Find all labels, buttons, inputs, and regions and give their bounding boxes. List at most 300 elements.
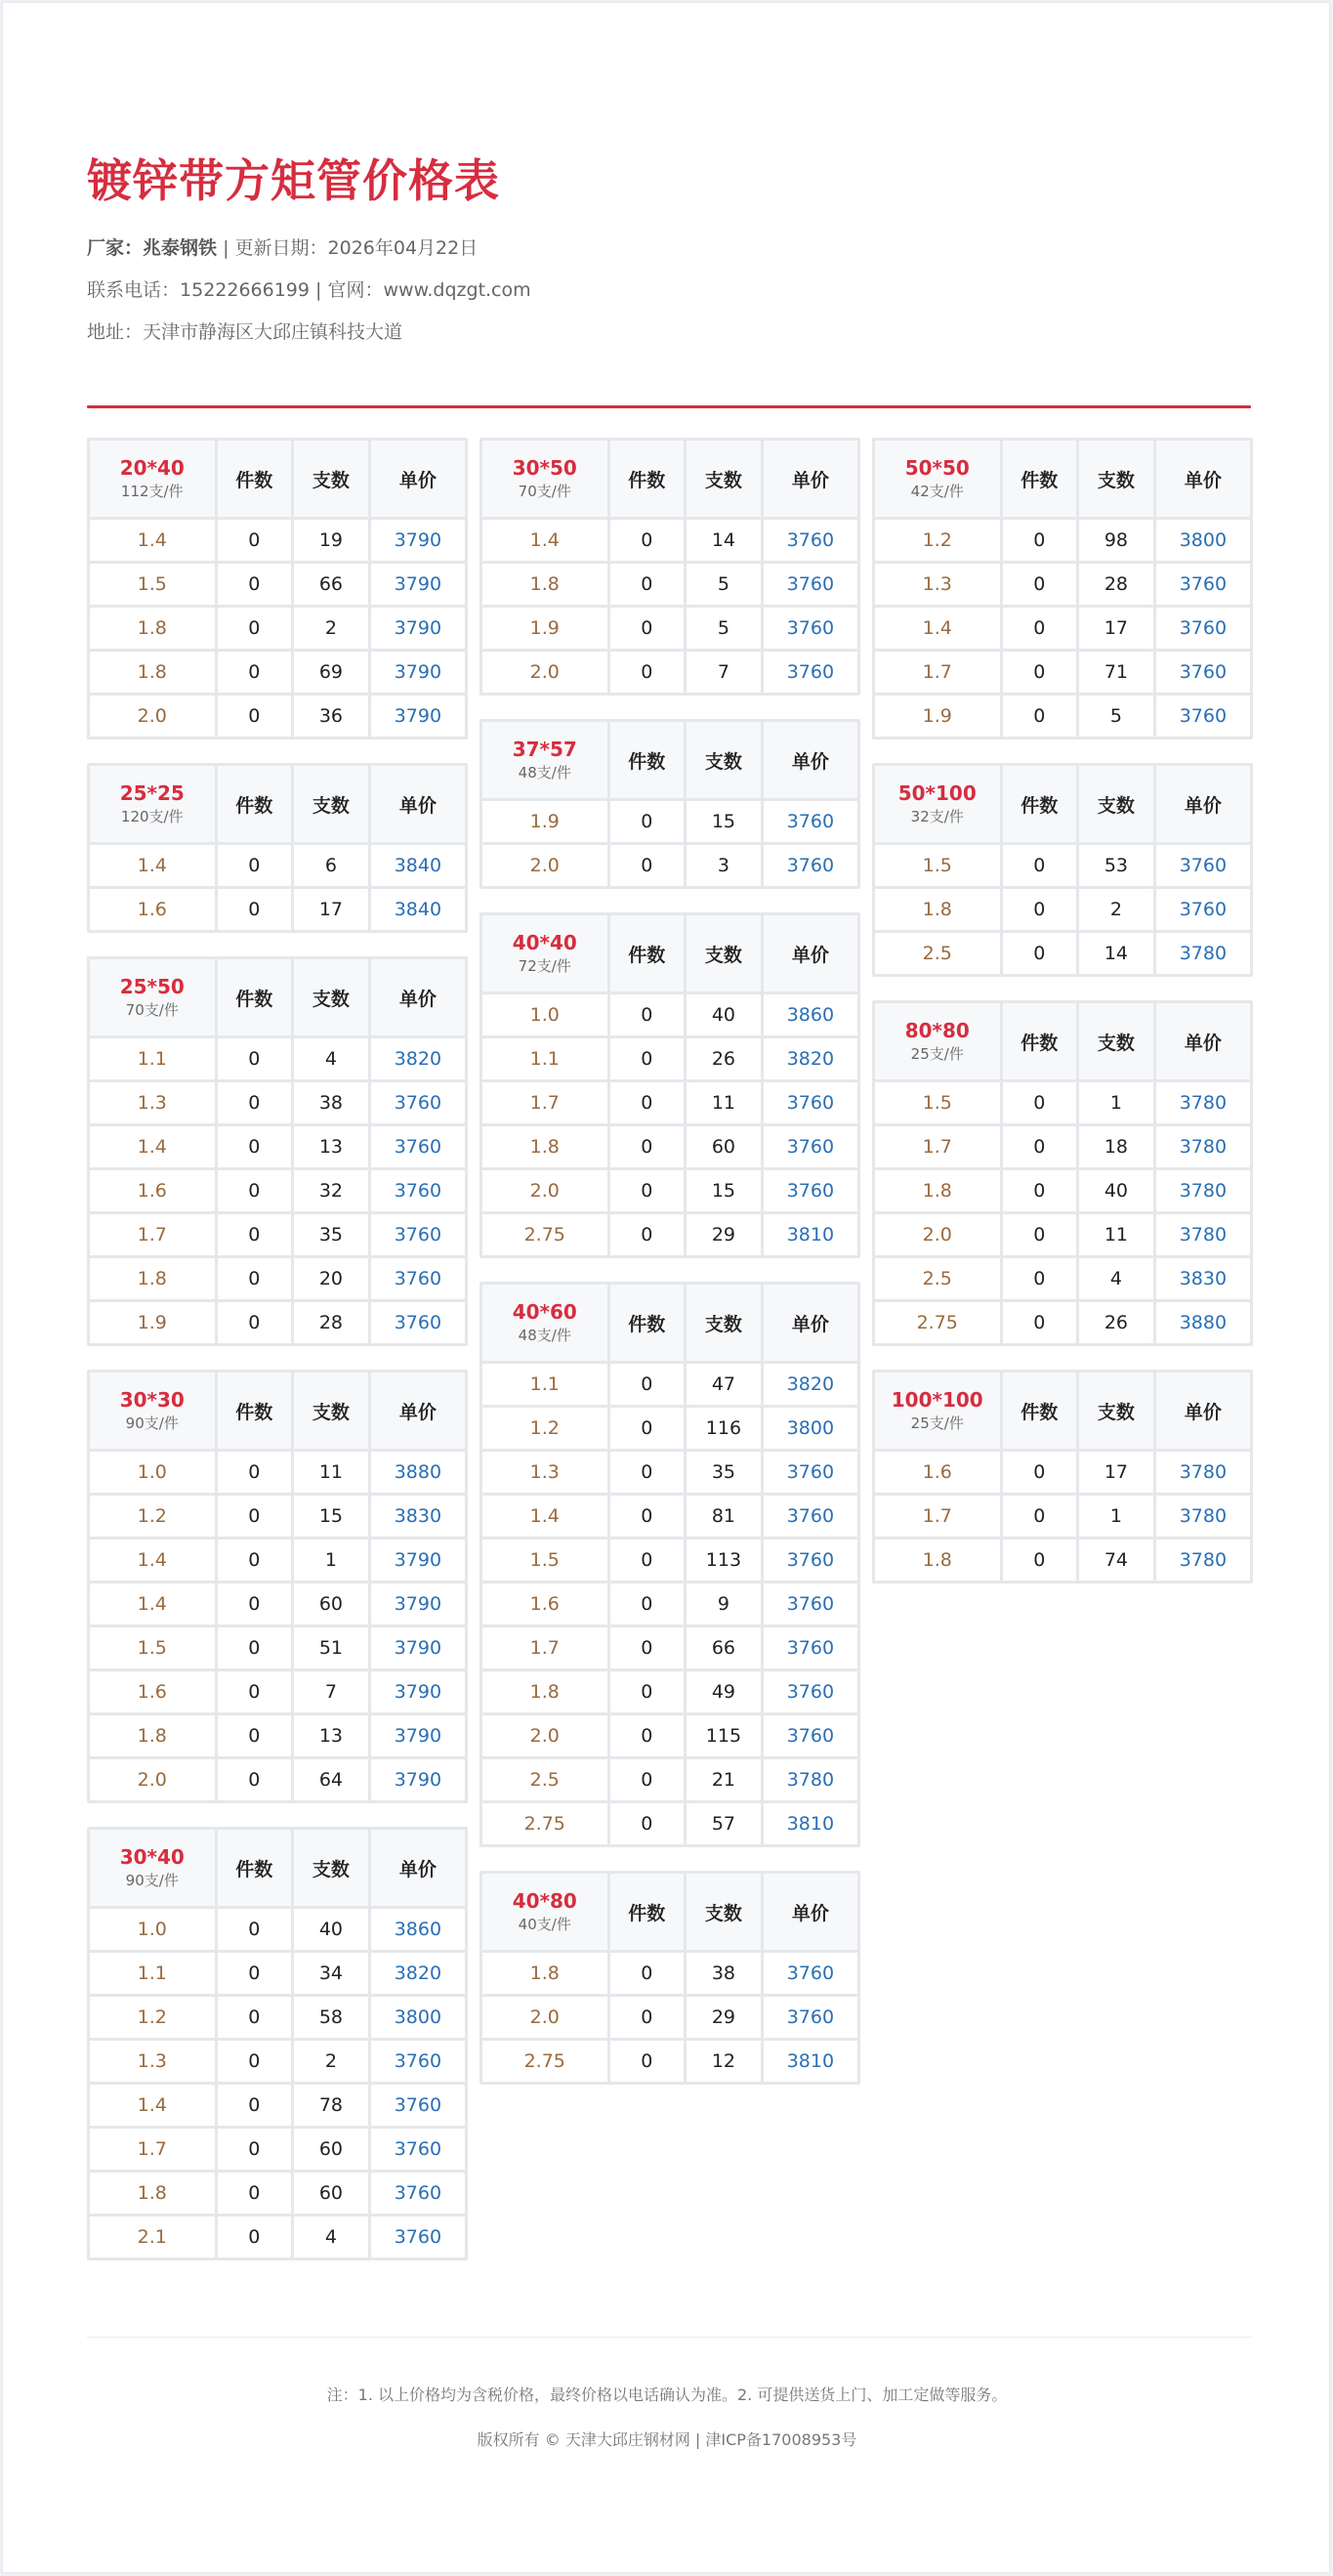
spec-pack-count: 70支/件 bbox=[125, 1001, 179, 1019]
thickness-cell: 1.6 bbox=[90, 889, 215, 930]
manufacturer-line bbox=[87, 237, 1251, 259]
pieces-cell: 0 bbox=[218, 1627, 292, 1668]
thickness-cell: 1.1 bbox=[90, 1038, 215, 1079]
thickness-cell: 1.1 bbox=[482, 1364, 607, 1405]
thickness-cell: 1.3 bbox=[90, 1082, 215, 1123]
manufacturer-label: 厂家： bbox=[87, 237, 144, 259]
thickness-cell: 2.5 bbox=[875, 933, 1000, 974]
phone-number[interactable]: 15222666199 bbox=[180, 279, 310, 301]
table-row bbox=[482, 1671, 857, 1712]
price-cell: 3800 bbox=[1156, 520, 1250, 561]
header-pieces: 件数 bbox=[218, 441, 292, 517]
price-cell: 3760 bbox=[371, 1302, 465, 1343]
price-cell: 3760 bbox=[764, 608, 857, 649]
pieces-cell: 0 bbox=[1003, 520, 1077, 561]
price-cell: 3760 bbox=[1156, 845, 1250, 886]
count-cell: 36 bbox=[294, 696, 368, 737]
thickness-cell: 1.5 bbox=[875, 1082, 1000, 1123]
table-row bbox=[875, 1126, 1250, 1167]
pieces-cell: 0 bbox=[610, 1364, 685, 1405]
pieces-cell: 0 bbox=[610, 1408, 685, 1449]
pieces-cell: 0 bbox=[218, 2085, 292, 2126]
price-cell: 3760 bbox=[371, 1214, 465, 1255]
table-header-row bbox=[90, 441, 465, 517]
price-cell: 3760 bbox=[1156, 608, 1250, 649]
spec-header-cell bbox=[482, 722, 607, 798]
count-cell: 71 bbox=[1079, 652, 1153, 693]
pieces-cell: 0 bbox=[218, 1997, 292, 2038]
header-price: 单价 bbox=[371, 766, 465, 842]
price-cell: 3820 bbox=[371, 1953, 465, 1994]
pieces-cell: 0 bbox=[1003, 1302, 1077, 1343]
count-cell: 40 bbox=[294, 1909, 368, 1950]
price-cell: 3760 bbox=[1156, 564, 1250, 605]
count-cell: 9 bbox=[687, 1584, 761, 1625]
header-pieces: 件数 bbox=[610, 915, 685, 992]
count-cell: 116 bbox=[687, 1408, 761, 1449]
thickness-cell: 2.0 bbox=[482, 1715, 607, 1756]
spec-header-cell bbox=[90, 441, 215, 517]
spec-size: 37*57 bbox=[512, 738, 577, 761]
table-row bbox=[90, 652, 465, 693]
count-cell: 17 bbox=[294, 889, 368, 930]
pieces-cell: 0 bbox=[610, 1038, 685, 1079]
header-price: 单价 bbox=[764, 1874, 857, 1950]
spec-price-table-100x100 bbox=[872, 1370, 1253, 1584]
header-pieces: 件数 bbox=[218, 766, 292, 842]
thickness-cell: 2.75 bbox=[875, 1302, 1000, 1343]
price-cell: 3760 bbox=[764, 1953, 857, 1994]
header-count: 支数 bbox=[687, 722, 761, 798]
count-cell: 35 bbox=[294, 1214, 368, 1255]
table-header-row bbox=[90, 1830, 465, 1906]
count-cell: 2 bbox=[294, 2041, 368, 2082]
price-cell: 3760 bbox=[764, 520, 857, 561]
header-count: 支数 bbox=[294, 766, 368, 842]
spec-pack-count: 32支/件 bbox=[910, 808, 964, 825]
table-row bbox=[90, 1584, 465, 1625]
price-cell: 3780 bbox=[764, 1759, 857, 1800]
spec-price-table-30x50 bbox=[479, 438, 860, 696]
price-cell: 3810 bbox=[764, 2041, 857, 2082]
spec-pack-count: 42支/件 bbox=[910, 483, 964, 500]
pieces-cell: 0 bbox=[218, 1496, 292, 1537]
pieces-cell: 0 bbox=[218, 1126, 292, 1167]
table-header-row bbox=[90, 1372, 465, 1449]
header-divider bbox=[87, 405, 1251, 408]
count-cell: 15 bbox=[294, 1496, 368, 1537]
thickness-cell: 1.4 bbox=[90, 520, 215, 561]
count-cell: 5 bbox=[687, 564, 761, 605]
header-price: 单价 bbox=[1156, 1372, 1250, 1449]
header-count: 支数 bbox=[294, 1372, 368, 1449]
thickness-cell: 1.0 bbox=[90, 1909, 215, 1950]
spec-size: 30*50 bbox=[512, 456, 577, 480]
price-cell: 3760 bbox=[764, 1671, 857, 1712]
spec-price-table-30x40 bbox=[87, 1827, 468, 2260]
spec-header-cell bbox=[90, 766, 215, 842]
thickness-cell: 1.4 bbox=[90, 1126, 215, 1167]
spec-size: 40*60 bbox=[512, 1300, 577, 1324]
thickness-cell: 1.8 bbox=[90, 608, 215, 649]
thickness-cell: 2.75 bbox=[482, 1214, 607, 1255]
pieces-cell: 0 bbox=[218, 2173, 292, 2214]
spec-header-cell bbox=[482, 1285, 607, 1361]
header-price: 单价 bbox=[764, 441, 857, 517]
spec-price-table-50x100 bbox=[872, 763, 1253, 977]
thickness-cell: 2.0 bbox=[875, 1214, 1000, 1255]
pieces-cell: 0 bbox=[610, 801, 685, 842]
price-cell: 3780 bbox=[1156, 1082, 1250, 1123]
pieces-cell: 0 bbox=[218, 1214, 292, 1255]
table-row bbox=[875, 889, 1250, 930]
spec-pack-count: 25支/件 bbox=[910, 1045, 964, 1063]
price-cell: 3760 bbox=[1156, 652, 1250, 693]
separator: | bbox=[310, 279, 328, 301]
thickness-cell: 2.75 bbox=[482, 1803, 607, 1844]
count-cell: 64 bbox=[294, 1759, 368, 1800]
price-cell: 3760 bbox=[764, 564, 857, 605]
thickness-cell: 1.4 bbox=[90, 845, 215, 886]
header-pieces: 件数 bbox=[218, 959, 292, 1035]
column-2 bbox=[479, 438, 860, 2085]
pieces-cell: 0 bbox=[218, 1170, 292, 1211]
thickness-cell: 1.1 bbox=[90, 1953, 215, 1994]
table-row bbox=[875, 652, 1250, 693]
price-cell: 3780 bbox=[1156, 1496, 1250, 1537]
table-row bbox=[90, 1671, 465, 1712]
thickness-cell: 1.8 bbox=[875, 889, 1000, 930]
pieces-cell: 0 bbox=[1003, 1452, 1077, 1493]
pieces-cell: 0 bbox=[218, 608, 292, 649]
price-cell: 3780 bbox=[1156, 1540, 1250, 1581]
price-cell: 3760 bbox=[764, 1496, 857, 1537]
pieces-cell: 0 bbox=[218, 1953, 292, 1994]
pieces-cell: 0 bbox=[610, 652, 685, 693]
count-cell: 17 bbox=[1079, 1452, 1153, 1493]
count-cell: 4 bbox=[294, 1038, 368, 1079]
spec-size: 80*80 bbox=[904, 1019, 970, 1042]
table-row bbox=[482, 1627, 857, 1668]
price-cell: 3760 bbox=[764, 1126, 857, 1167]
spec-pack-count: 48支/件 bbox=[518, 1327, 571, 1344]
thickness-cell: 2.1 bbox=[90, 2217, 215, 2258]
table-row bbox=[90, 1452, 465, 1493]
count-cell: 15 bbox=[687, 1170, 761, 1211]
pieces-cell: 0 bbox=[218, 2129, 292, 2170]
count-cell: 20 bbox=[294, 1258, 368, 1299]
separator: | bbox=[217, 237, 235, 259]
thickness-cell: 2.5 bbox=[875, 1258, 1000, 1299]
table-row bbox=[482, 1803, 857, 1844]
price-cell: 3760 bbox=[371, 2217, 465, 2258]
table-row bbox=[90, 608, 465, 649]
count-cell: 18 bbox=[1079, 1126, 1153, 1167]
table-row bbox=[90, 1715, 465, 1756]
column-3 bbox=[872, 438, 1253, 1584]
table-row bbox=[482, 1452, 857, 1493]
thickness-cell: 1.8 bbox=[482, 564, 607, 605]
spec-header-cell bbox=[90, 1372, 215, 1449]
pieces-cell: 0 bbox=[610, 608, 685, 649]
table-row bbox=[482, 608, 857, 649]
header-pieces: 件数 bbox=[1003, 1003, 1077, 1079]
table-header-row bbox=[482, 441, 857, 517]
table-row bbox=[482, 564, 857, 605]
address-line bbox=[87, 321, 1251, 343]
thickness-cell: 2.0 bbox=[482, 845, 607, 886]
table-row bbox=[90, 1302, 465, 1343]
count-cell: 13 bbox=[294, 1715, 368, 1756]
thickness-cell: 1.7 bbox=[482, 1082, 607, 1123]
price-cell: 3790 bbox=[371, 1584, 465, 1625]
thickness-cell: 1.7 bbox=[875, 1126, 1000, 1167]
price-cell: 3860 bbox=[371, 1909, 465, 1950]
spec-header-cell bbox=[90, 1830, 215, 1906]
header-count: 支数 bbox=[1079, 1003, 1153, 1079]
count-cell: 19 bbox=[294, 520, 368, 561]
table-header-row bbox=[482, 915, 857, 992]
table-row bbox=[90, 1214, 465, 1255]
spec-price-table-50x50 bbox=[872, 438, 1253, 739]
price-sheet-page bbox=[2, 2, 1330, 2573]
price-cell: 3790 bbox=[371, 696, 465, 737]
count-cell: 5 bbox=[687, 608, 761, 649]
count-cell: 74 bbox=[1079, 1540, 1153, 1581]
price-cell: 3860 bbox=[764, 994, 857, 1035]
address-value: 天津市静海区大邱庄镇科技大道 bbox=[143, 321, 403, 343]
table-row bbox=[90, 1170, 465, 1211]
price-cell: 3760 bbox=[371, 1126, 465, 1167]
count-cell: 1 bbox=[294, 1540, 368, 1581]
count-cell: 4 bbox=[1079, 1258, 1153, 1299]
header-price: 单价 bbox=[371, 1372, 465, 1449]
pieces-cell: 0 bbox=[610, 1803, 685, 1844]
count-cell: 14 bbox=[687, 520, 761, 561]
pieces-cell: 0 bbox=[610, 520, 685, 561]
pieces-cell: 0 bbox=[610, 564, 685, 605]
count-cell: 58 bbox=[294, 1997, 368, 2038]
pieces-cell: 0 bbox=[218, 564, 292, 605]
pieces-cell: 0 bbox=[610, 1452, 685, 1493]
price-cell: 3780 bbox=[1156, 1170, 1250, 1211]
pieces-cell: 0 bbox=[1003, 608, 1077, 649]
table-row bbox=[90, 1038, 465, 1079]
pieces-cell: 0 bbox=[610, 994, 685, 1035]
thickness-cell: 1.6 bbox=[482, 1584, 607, 1625]
table-header-row bbox=[875, 766, 1250, 842]
thickness-cell: 1.8 bbox=[90, 1258, 215, 1299]
thickness-cell: 1.4 bbox=[875, 608, 1000, 649]
spec-price-table-37x57 bbox=[479, 719, 860, 889]
count-cell: 26 bbox=[687, 1038, 761, 1079]
count-cell: 40 bbox=[1079, 1170, 1153, 1211]
thickness-cell: 1.0 bbox=[90, 1452, 215, 1493]
price-cell: 3760 bbox=[764, 845, 857, 886]
pieces-cell: 0 bbox=[218, 1540, 292, 1581]
count-cell: 53 bbox=[1079, 845, 1153, 886]
table-row bbox=[482, 1364, 857, 1405]
price-cell: 3880 bbox=[1156, 1302, 1250, 1343]
thickness-cell: 1.5 bbox=[482, 1540, 607, 1581]
table-row bbox=[90, 1759, 465, 1800]
website-label: 官网： bbox=[327, 279, 384, 301]
price-cell: 3760 bbox=[371, 2173, 465, 2214]
table-row bbox=[482, 1038, 857, 1079]
count-cell: 69 bbox=[294, 652, 368, 693]
count-cell: 32 bbox=[294, 1170, 368, 1211]
header-pieces: 件数 bbox=[610, 441, 685, 517]
update-date: 2026年04月22日 bbox=[327, 237, 479, 259]
price-cell: 3800 bbox=[371, 1997, 465, 2038]
thickness-cell: 1.5 bbox=[90, 1627, 215, 1668]
price-cell: 3810 bbox=[764, 1803, 857, 1844]
price-cell: 3760 bbox=[764, 1627, 857, 1668]
table-row bbox=[482, 1540, 857, 1581]
table-header-row bbox=[482, 1874, 857, 1950]
spec-price-table-30x30 bbox=[87, 1370, 468, 1803]
pieces-cell: 0 bbox=[610, 1759, 685, 1800]
price-cell: 3830 bbox=[371, 1496, 465, 1537]
header-price: 单价 bbox=[371, 959, 465, 1035]
header-pieces: 件数 bbox=[1003, 766, 1077, 842]
thickness-cell: 1.4 bbox=[482, 520, 607, 561]
count-cell: 115 bbox=[687, 1715, 761, 1756]
count-cell: 66 bbox=[294, 564, 368, 605]
footer-divider bbox=[87, 2337, 1251, 2338]
table-header-row bbox=[90, 959, 465, 1035]
header-count: 支数 bbox=[687, 1285, 761, 1361]
count-cell: 1 bbox=[1079, 1496, 1153, 1537]
spec-size: 50*100 bbox=[897, 781, 977, 805]
count-cell: 5 bbox=[1079, 696, 1153, 737]
table-row bbox=[90, 2129, 465, 2170]
count-cell: 40 bbox=[687, 994, 761, 1035]
price-cell: 3760 bbox=[764, 1082, 857, 1123]
table-row bbox=[90, 2217, 465, 2258]
count-cell: 4 bbox=[294, 2217, 368, 2258]
price-cell: 3840 bbox=[371, 845, 465, 886]
pieces-cell: 0 bbox=[218, 1909, 292, 1950]
price-cell: 3760 bbox=[371, 1170, 465, 1211]
pieces-cell: 0 bbox=[1003, 652, 1077, 693]
table-row bbox=[482, 994, 857, 1035]
price-cell: 3790 bbox=[371, 652, 465, 693]
pieces-cell: 0 bbox=[1003, 1258, 1077, 1299]
table-row bbox=[482, 1584, 857, 1625]
pieces-cell: 0 bbox=[610, 1126, 685, 1167]
header-price: 单价 bbox=[371, 1830, 465, 1906]
price-cell: 3810 bbox=[764, 1214, 857, 1255]
thickness-cell: 2.0 bbox=[482, 1997, 607, 2038]
table-row bbox=[875, 520, 1250, 561]
thickness-cell: 1.8 bbox=[90, 2173, 215, 2214]
spec-header-cell bbox=[875, 1372, 1000, 1449]
price-cell: 3760 bbox=[764, 1584, 857, 1625]
spec-pack-count: 48支/件 bbox=[518, 764, 571, 781]
pieces-cell: 0 bbox=[610, 1627, 685, 1668]
price-cell: 3780 bbox=[1156, 1214, 1250, 1255]
thickness-cell: 1.5 bbox=[875, 845, 1000, 886]
thickness-cell: 1.4 bbox=[482, 1496, 607, 1537]
price-cell: 3790 bbox=[371, 1540, 465, 1581]
thickness-cell: 1.9 bbox=[90, 1302, 215, 1343]
table-row bbox=[90, 1126, 465, 1167]
table-row bbox=[90, 564, 465, 605]
price-cell: 3820 bbox=[764, 1364, 857, 1405]
price-cell: 3780 bbox=[1156, 933, 1250, 974]
spec-price-table-40x40 bbox=[479, 912, 860, 1258]
count-cell: 11 bbox=[1079, 1214, 1153, 1255]
pieces-cell: 0 bbox=[218, 1452, 292, 1493]
spec-header-cell bbox=[482, 915, 607, 992]
header-price: 单价 bbox=[1156, 766, 1250, 842]
spec-size: 40*40 bbox=[512, 931, 577, 954]
update-label: 更新日期： bbox=[234, 237, 328, 259]
spec-pack-count: 120支/件 bbox=[120, 808, 184, 825]
thickness-cell: 2.0 bbox=[482, 652, 607, 693]
pieces-cell: 0 bbox=[1003, 933, 1077, 974]
spec-pack-count: 25支/件 bbox=[910, 1415, 964, 1432]
table-row bbox=[482, 1953, 857, 1994]
count-cell: 78 bbox=[294, 2085, 368, 2126]
count-cell: 60 bbox=[294, 2129, 368, 2170]
count-cell: 15 bbox=[687, 801, 761, 842]
thickness-cell: 1.7 bbox=[875, 1496, 1000, 1537]
table-header-row bbox=[875, 441, 1250, 517]
table-row bbox=[90, 1540, 465, 1581]
count-cell: 28 bbox=[294, 1302, 368, 1343]
website-link[interactable]: www.dqzgt.com bbox=[383, 279, 531, 301]
count-cell: 11 bbox=[687, 1082, 761, 1123]
table-row bbox=[482, 1997, 857, 2038]
price-cell: 3800 bbox=[764, 1408, 857, 1449]
count-cell: 98 bbox=[1079, 520, 1153, 561]
count-cell: 7 bbox=[687, 652, 761, 693]
header-price: 单价 bbox=[1156, 441, 1250, 517]
price-cell: 3760 bbox=[764, 1715, 857, 1756]
spec-header-cell bbox=[875, 766, 1000, 842]
pieces-cell: 0 bbox=[218, 520, 292, 561]
count-cell: 60 bbox=[294, 1584, 368, 1625]
table-row bbox=[482, 1126, 857, 1167]
header-price: 单价 bbox=[764, 915, 857, 992]
pieces-cell: 0 bbox=[1003, 696, 1077, 737]
header-count: 支数 bbox=[687, 441, 761, 517]
thickness-cell: 1.2 bbox=[482, 1408, 607, 1449]
spec-price-table-80x80 bbox=[872, 1000, 1253, 1346]
table-row bbox=[875, 1170, 1250, 1211]
price-cell: 3760 bbox=[371, 1082, 465, 1123]
thickness-cell: 1.1 bbox=[482, 1038, 607, 1079]
table-row bbox=[90, 1909, 465, 1950]
spec-header-cell bbox=[90, 959, 215, 1035]
table-row bbox=[482, 1082, 857, 1123]
thickness-cell: 1.4 bbox=[90, 1540, 215, 1581]
spec-pack-count: 70支/件 bbox=[518, 483, 571, 500]
header-count: 支数 bbox=[1079, 1372, 1153, 1449]
pieces-cell: 0 bbox=[610, 845, 685, 886]
page-header bbox=[87, 149, 1251, 343]
price-cell: 3760 bbox=[371, 2085, 465, 2126]
table-header-row bbox=[482, 1285, 857, 1361]
header-pieces: 件数 bbox=[610, 722, 685, 798]
pieces-cell: 0 bbox=[218, 1258, 292, 1299]
thickness-cell: 1.3 bbox=[875, 564, 1000, 605]
table-row bbox=[875, 1302, 1250, 1343]
thickness-cell: 1.2 bbox=[875, 520, 1000, 561]
table-row bbox=[482, 1759, 857, 1800]
